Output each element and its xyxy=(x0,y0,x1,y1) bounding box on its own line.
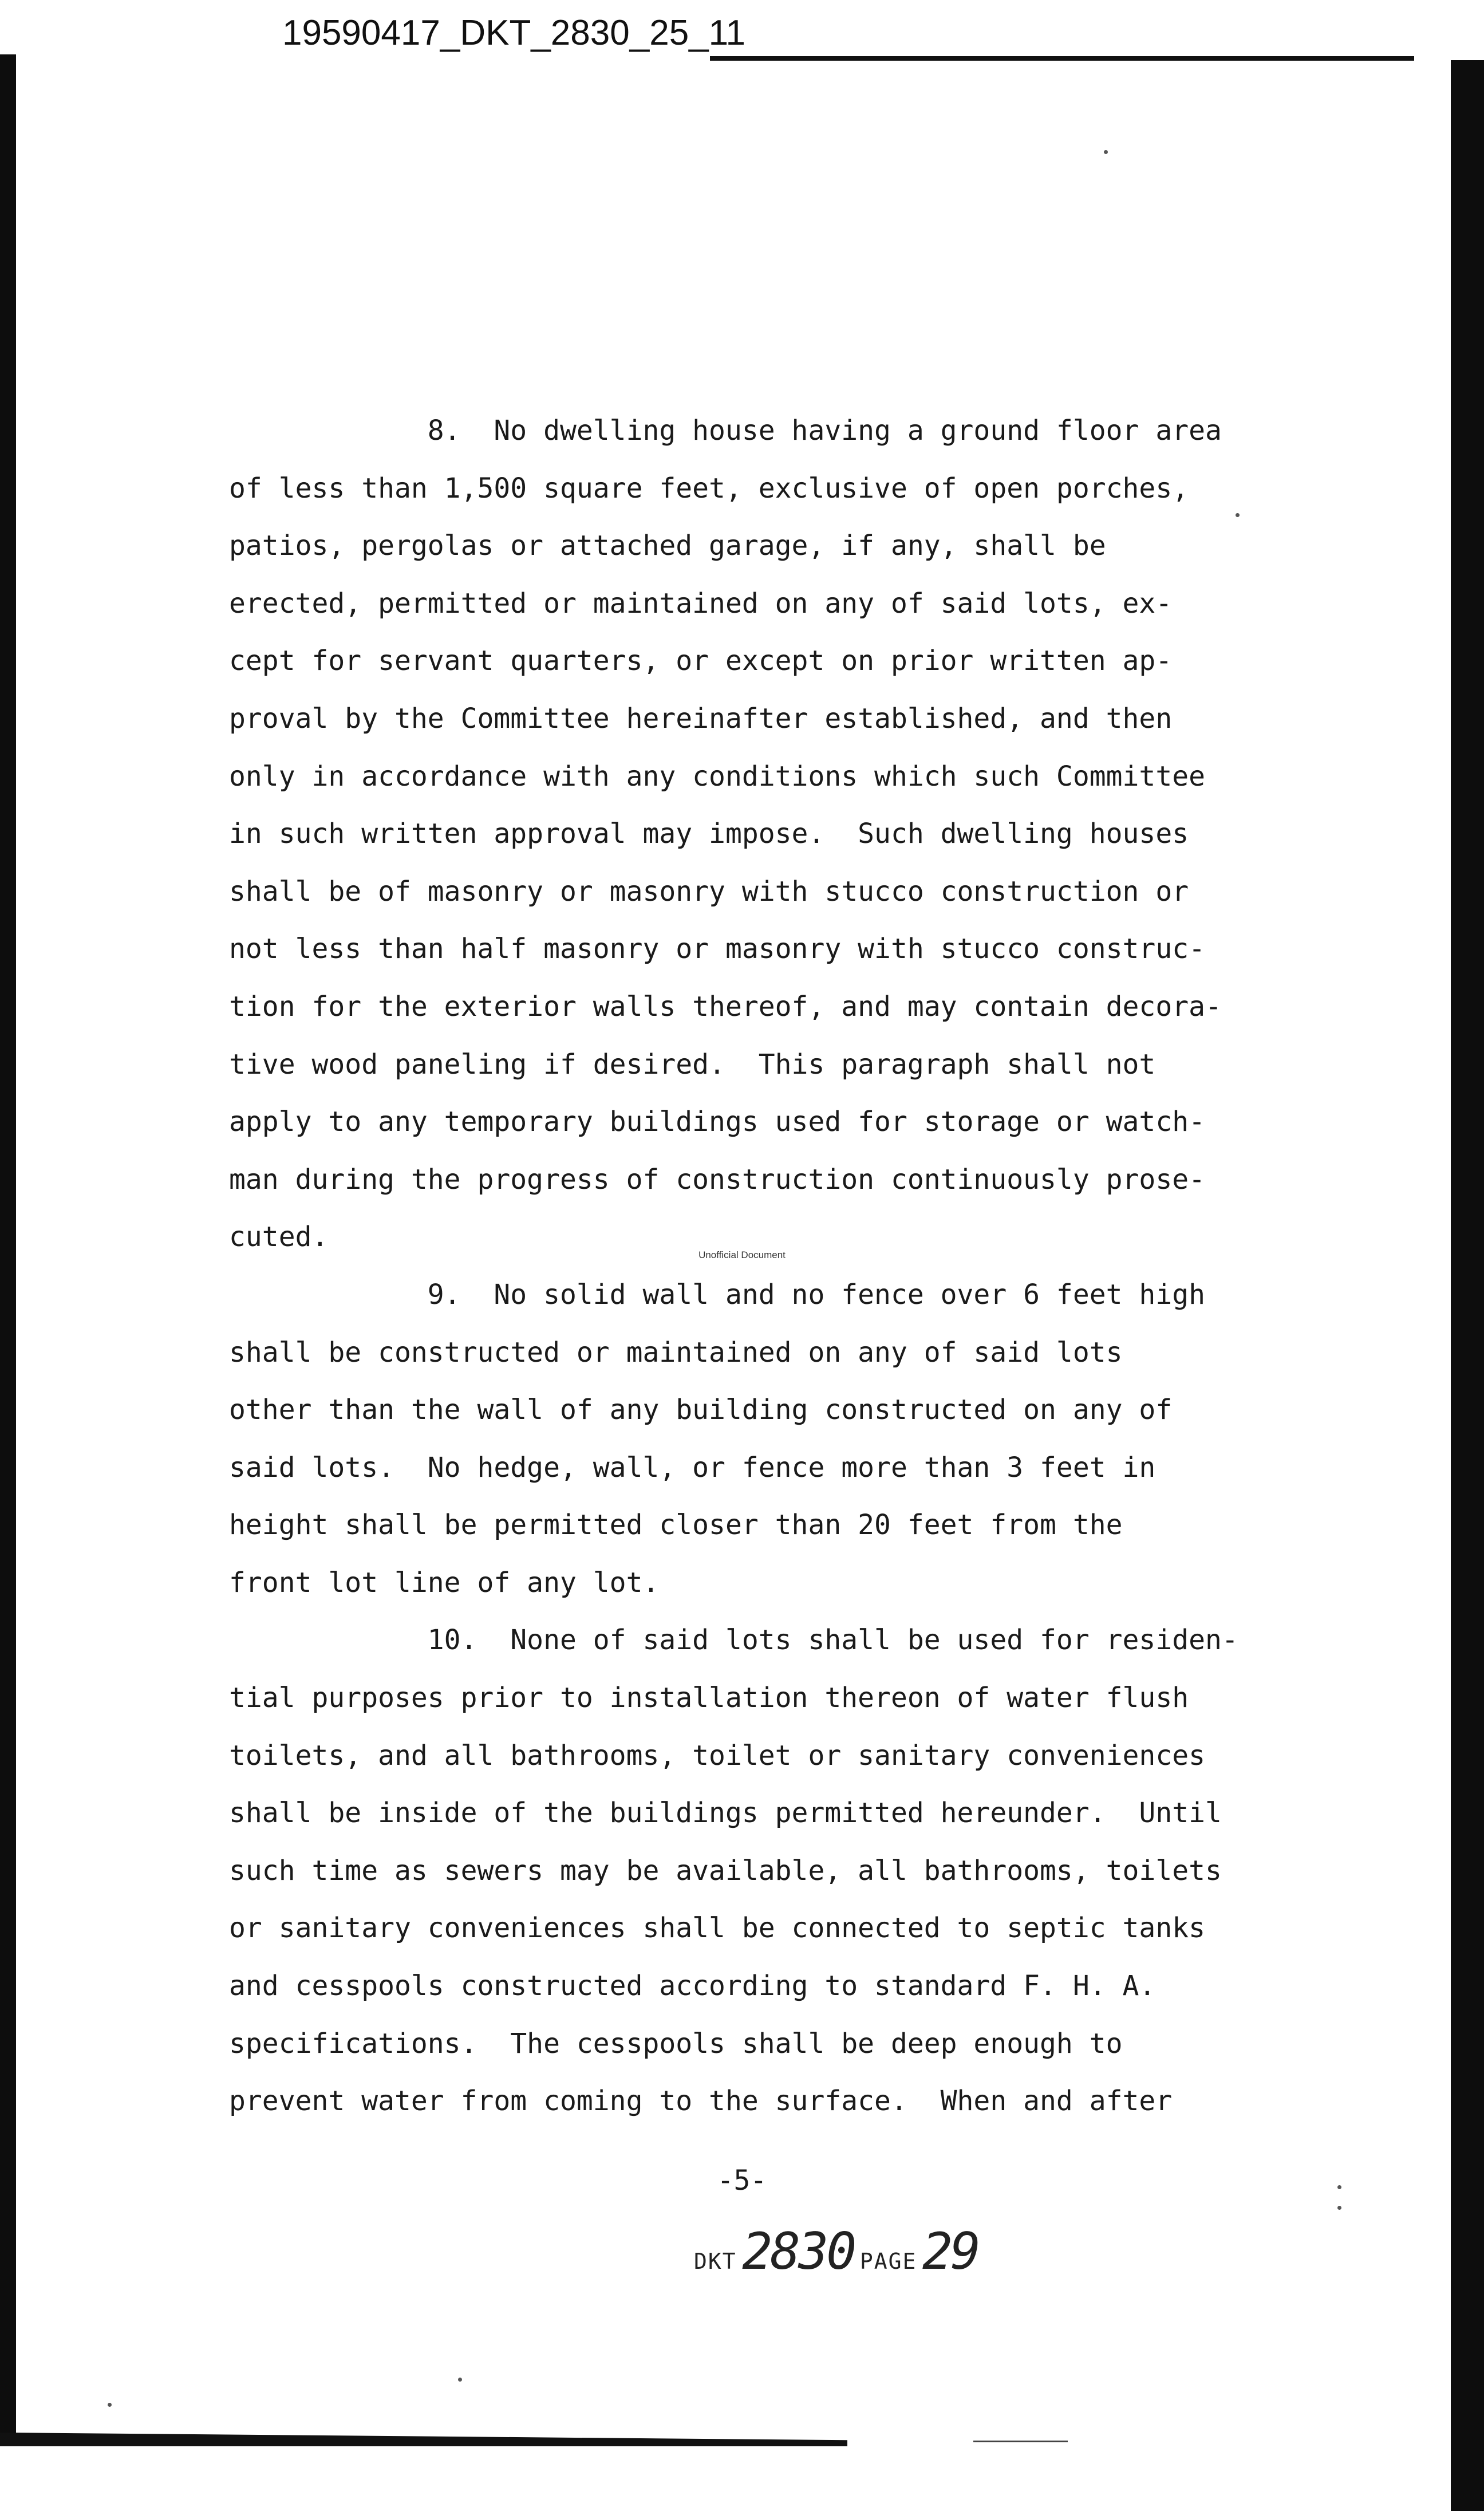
text-line: 9. No solid wall and no fence over 6 feet high xyxy=(229,1278,1206,1311)
scan-speck xyxy=(458,2378,462,2382)
text-line: or sanitary conveniences shall be connected to septic tanks xyxy=(229,1912,1206,1945)
text-line: cept for servant quarters, or except on prior written ap- xyxy=(229,645,1173,677)
text-line: shall be of masonry or masonry with stucco construction or xyxy=(229,875,1189,908)
text-line: apply to any temporary buildings used for storage or watch- xyxy=(229,1106,1206,1138)
text-line: and cesspools constructed according to standard F. H. A. xyxy=(229,1970,1156,2003)
scan-border-bottom xyxy=(0,2433,847,2446)
text-line: toilets, and all bathrooms, toilet or sanitary conveniences xyxy=(229,1739,1206,1772)
stamp-dkt-label: DKT xyxy=(694,2249,737,2274)
scan-speck xyxy=(108,2403,112,2407)
text-line: proval by the Committee hereinafter established, and then xyxy=(229,702,1173,735)
stamp-page-number: 29 xyxy=(922,2222,978,2281)
stamp-page-label: PAGE xyxy=(859,2249,917,2274)
document-id: 19590417_DKT_2830_25_11 xyxy=(282,13,746,53)
text-line: man during the progress of construction continuously prose- xyxy=(229,1163,1206,1196)
text-line: patios, pergolas or attached garage, if any, shall be xyxy=(229,530,1106,562)
text-line: only in accordance with any conditions which such Committee xyxy=(229,760,1206,793)
text-line: 10. None of said lots shall be used for residen- xyxy=(229,1624,1238,1657)
text-line: cuted. xyxy=(229,1221,329,1253)
text-line: prevent water from coming to the surface. When and after xyxy=(229,2085,1173,2118)
text-line: tial purposes prior to installation thereon of water flush xyxy=(229,1682,1189,1714)
scan-border-top xyxy=(710,56,1414,61)
scan-border-right xyxy=(1451,60,1484,2511)
text-line: height shall be permitted closer than 20 feet from the xyxy=(229,1509,1123,1542)
text-line: other than the wall of any building constructed on any of xyxy=(229,1394,1173,1426)
document-body xyxy=(229,402,1260,2130)
docket-stamp xyxy=(694,2222,978,2281)
text-line: said lots. No hedge, wall, or fence more than 3 feet in xyxy=(229,1451,1156,1484)
scan-mark xyxy=(973,2441,1068,2442)
text-line: of less than 1,500 square feet, exclusive of open porches, xyxy=(229,472,1189,504)
text-line: erected, permitted or maintained on any of said lots, ex- xyxy=(229,587,1173,620)
text-line: front lot line of any lot. xyxy=(229,1566,660,1599)
page-number: -5- xyxy=(717,2165,767,2197)
watermark-unofficial: Unofficial Document xyxy=(698,1249,786,1260)
scan-speck xyxy=(1104,150,1108,154)
text-line: not less than half masonry or masonry with stucco construc- xyxy=(229,933,1206,965)
text-line: tive wood paneling if desired. This paragraph shall not xyxy=(229,1048,1156,1081)
text-line: 8. No dwelling house having a ground floor area xyxy=(229,415,1222,447)
text-line: shall be inside of the buildings permitted hereunder. Until xyxy=(229,1797,1222,1830)
text-line: shall be constructed or maintained on any of said lots xyxy=(229,1336,1123,1369)
text-line: specifications. The cesspools shall be deep enough to xyxy=(229,2027,1123,2060)
scan-border-left xyxy=(0,54,16,2437)
scan-speck xyxy=(1337,2206,1341,2210)
text-line: in such written approval may impose. Such dwelling houses xyxy=(229,818,1189,850)
stamp-dkt-number: 2830 xyxy=(742,2222,855,2281)
text-line: tion for the exterior walls thereof, and may contain decora- xyxy=(229,990,1222,1023)
text-line: such time as sewers may be available, all bathrooms, toilets xyxy=(229,1854,1222,1887)
